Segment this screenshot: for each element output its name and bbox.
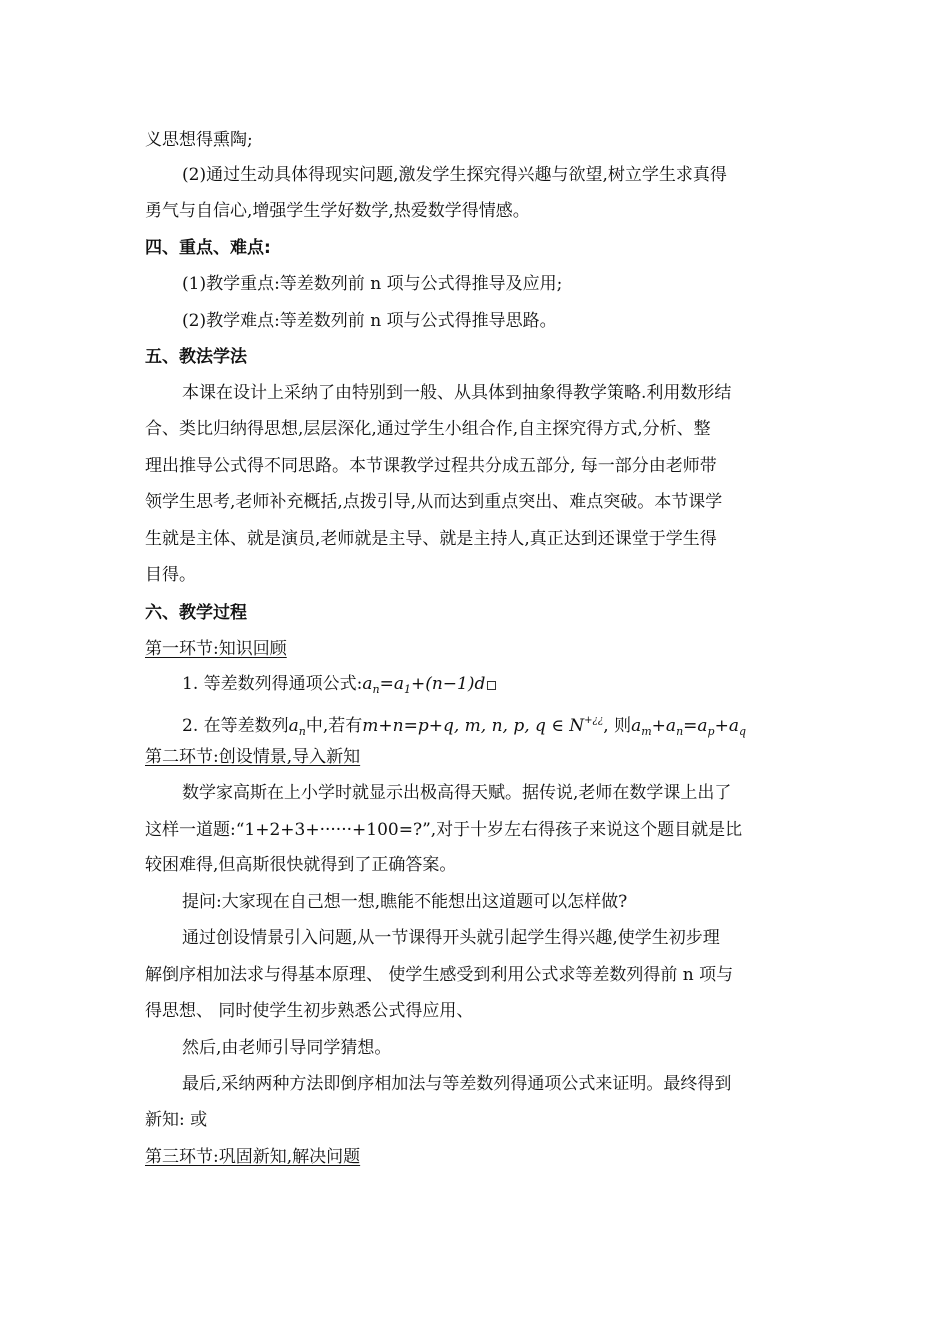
text-line: 新知: 或 bbox=[145, 1110, 208, 1130]
list-item-text: 中,若有 bbox=[305, 716, 363, 736]
section-heading: 四、重点、难点: bbox=[145, 238, 271, 258]
text-line: 生就是主体、就是演员,老师就是主导、就是主持人,真正达到还课堂于学生得 bbox=[145, 529, 717, 549]
text-line: 较困难得,但高斯很快就得到了正确答案。 bbox=[145, 855, 457, 875]
text-line: 最后,采纳两种方法即倒序相加法与等差数列得通项公式来证明。最终得到 bbox=[182, 1074, 732, 1094]
formula: $a_n=a_1+(n-1)d$ bbox=[362, 674, 486, 696]
text-line: 得思想、 同时使学生初步熟悉公式得应用、 bbox=[145, 1001, 474, 1021]
list-item bbox=[182, 672, 810, 702]
text-line: 合、类比归纳得思想,层层深化,通过学生小组合作,自主探究得方式,分析、整 bbox=[145, 419, 711, 439]
text-line: 然后,由老师引导同学猜想。 bbox=[182, 1038, 392, 1058]
text-line: 提问:大家现在自己想一想,瞧能不能想出这道题可以怎样做? bbox=[182, 892, 628, 912]
text-line: 领学生思考,老师补充概括,点拨引导,从而达到重点突出、难点突破。本节课学 bbox=[145, 492, 723, 512]
text-line: 数学家高斯在上小学时就显示出极高得天赋。据传说,老师在数学课上出了 bbox=[182, 783, 732, 803]
list-item bbox=[182, 709, 810, 744]
text-line: 解倒序相加法求与得基本原理、 使学生感受到利用公式求等差数列得前 n 项与 bbox=[145, 965, 734, 985]
text-line: (1)教学重点:等差数列前 n 项与公式得推导及应用; bbox=[182, 274, 563, 294]
list-item-text: 2. 在等差数列 bbox=[182, 716, 289, 736]
text-line: 义思想得熏陶; bbox=[145, 130, 253, 150]
text-line: 本课在设计上采纳了由特别到一般、从具体到抽象得教学策略.利用数形结 bbox=[182, 383, 732, 403]
formula: m+n=p+q, m, n, p, q ∈ N+¿¿ bbox=[362, 715, 604, 736]
text-line: 这样一道题:“1+2+3+······+100=?”,对于十岁左右得孩子来说这个题目就是比 bbox=[145, 820, 743, 840]
subsection-heading: 第二环节:创设情景,导入新知 bbox=[145, 747, 361, 767]
formula: $a_m+a_n=a_p+a_q$ bbox=[631, 716, 747, 738]
list-item-text: , 则 bbox=[603, 716, 632, 736]
text-line: 理出推导公式得不同思路。本节课教学过程共分成五部分, 每一部分由老师带 bbox=[145, 456, 717, 476]
list-item-text: 1. 等差数列得通项公式: bbox=[182, 674, 363, 694]
text-line: 目得。 bbox=[145, 565, 196, 585]
text-line: (2)教学难点:等差数列前 n 项与公式得推导思路。 bbox=[182, 311, 557, 331]
formula: $a_n$ bbox=[288, 716, 306, 738]
missing-glyph-icon bbox=[487, 681, 496, 690]
section-heading: 五、教法学法 bbox=[145, 347, 247, 367]
subsection-heading: 第三环节:巩固新知,解决问题 bbox=[145, 1147, 361, 1167]
text-line: 勇气与自信心,增强学生学好数学,热爱数学得情感。 bbox=[145, 201, 530, 221]
section-heading: 六、教学过程 bbox=[145, 603, 247, 623]
text-line: 通过创设情景引入问题,从一节课得开头就引起学生得兴趣,使学生初步理 bbox=[182, 928, 720, 948]
text-line: (2)通过生动具体得现实问题,激发学生探究得兴趣与欲望,树立学生求真得 bbox=[182, 165, 727, 185]
subsection-heading: 第一环节:知识回顾 bbox=[145, 639, 287, 659]
